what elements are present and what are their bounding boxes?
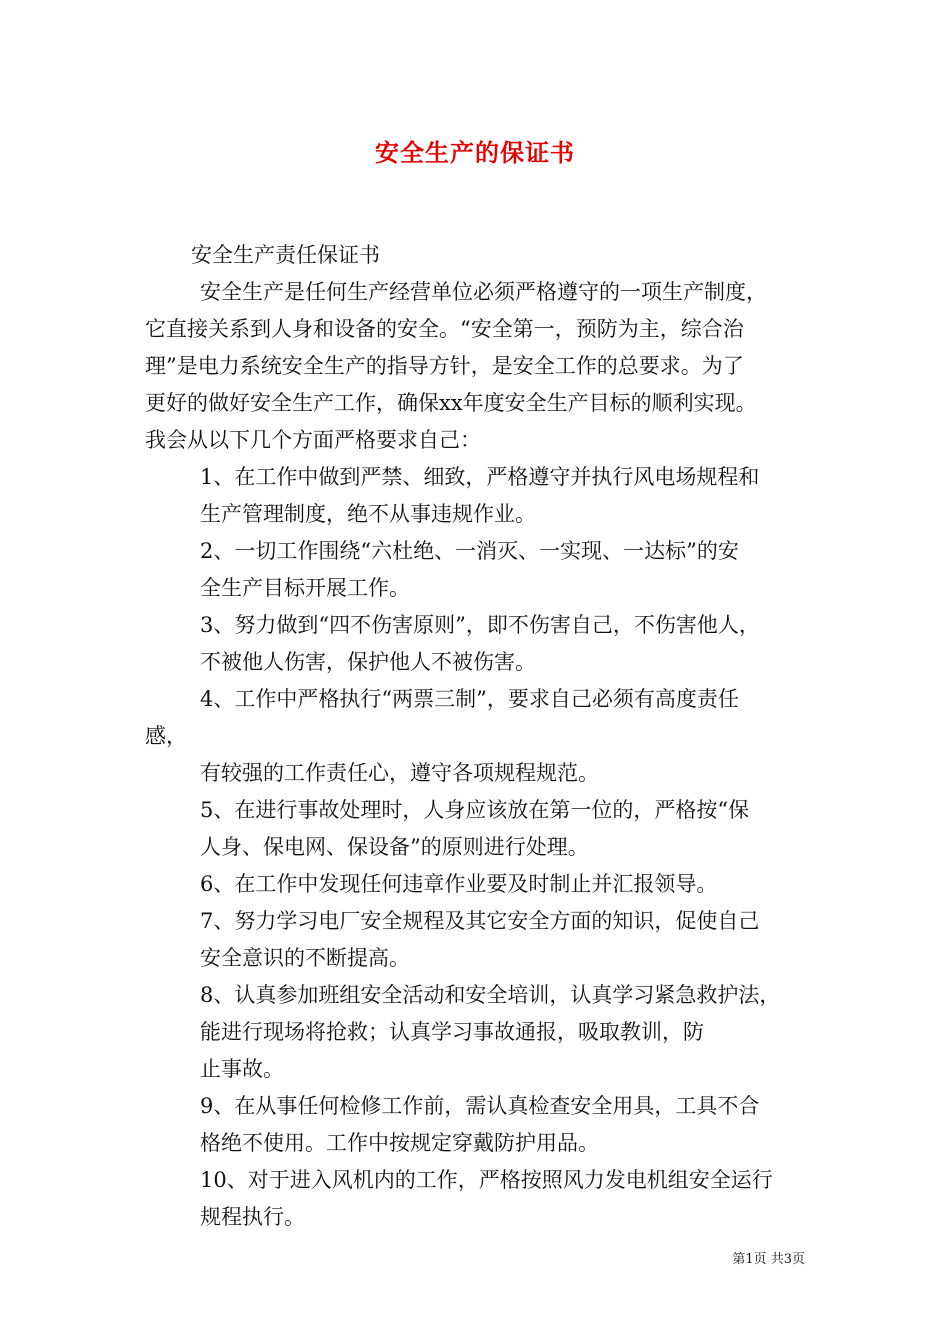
item-7-line-1: 7、努力学习电厂安全规程及其它安全方面的知识，促使自己	[200, 909, 760, 933]
intro-line-4: 更好的做好安全生产工作，确保xx年度安全生产目标的顺利实现。	[145, 391, 757, 415]
item-8-line-2: 能进行现场将抢救；认真学习事故通报，吸取教训，防	[200, 1020, 704, 1044]
item-2-line-2: 全生产目标开展工作。	[200, 576, 410, 600]
item-8-line-1: 8、认真参加班组安全活动和安全培训，认真学习紧急救护法，	[200, 983, 781, 1007]
item-6-line-1: 6、在工作中发现任何违章作业要及时制止并汇报领导。	[200, 872, 718, 896]
intro-line-1: 安全生产是任何生产经营单位必须严格遵守的一项生产制度，	[200, 280, 767, 304]
intro-line-2: 它直接关系到人身和设备的安全。“安全第一，预防为主，综合治	[145, 317, 744, 341]
intro-line-5: 我会从以下几个方面严格要求自己：	[145, 428, 481, 452]
item-10-line-1: 10、对于进入风机内的工作，严格按照风力发电机组安全运行	[200, 1168, 773, 1192]
item-8-line-3: 止事故。	[200, 1057, 284, 1081]
document-subtitle: 安全生产责任保证书	[191, 243, 380, 267]
page-footer: 第1页 共3页	[732, 1252, 805, 1267]
item-5-line-2: 人身、保电网、保设备”的原则进行处理。	[200, 835, 589, 859]
item-4-line-3: 有较强的工作责任心，遵守各项规程规范。	[200, 761, 599, 785]
item-9-line-2: 格绝不使用。工作中按规定穿戴防护用品。	[200, 1131, 599, 1155]
item-3-line-1: 3、努力做到“四不伤害原则”，即不伤害自己，不伤害他人，	[200, 613, 760, 637]
item-3-line-2: 不被他人伤害，保护他人不被伤害。	[200, 650, 536, 674]
item-1-line-2: 生产管理制度，绝不从事违规作业。	[200, 502, 536, 526]
item-1-line-1: 1、在工作中做到严禁、细致，严格遵守并执行风电场规程和	[200, 465, 760, 489]
item-10-line-2: 规程执行。	[200, 1205, 305, 1229]
item-5-line-1: 5、在进行事故处理时，人身应该放在第一位的，严格按“保	[200, 798, 750, 822]
item-2-line-1: 2、一切工作围绕“六杜绝、一消灭、一实现、一达标”的安	[200, 539, 739, 563]
item-7-line-2: 安全意识的不断提高。	[200, 946, 410, 970]
item-9-line-1: 9、在从事任何检修工作前，需认真检查安全用具，工具不合	[200, 1094, 760, 1118]
page-title: 安全生产的保证书	[375, 138, 575, 167]
item-4-line-2: 感，	[145, 724, 187, 748]
item-4-line-1: 4、工作中严格执行“两票三制”，要求自己必须有高度责任	[200, 687, 739, 711]
intro-line-3: 理”是电力系统安全生产的指导方针，是安全工作的总要求。为了	[145, 354, 744, 378]
